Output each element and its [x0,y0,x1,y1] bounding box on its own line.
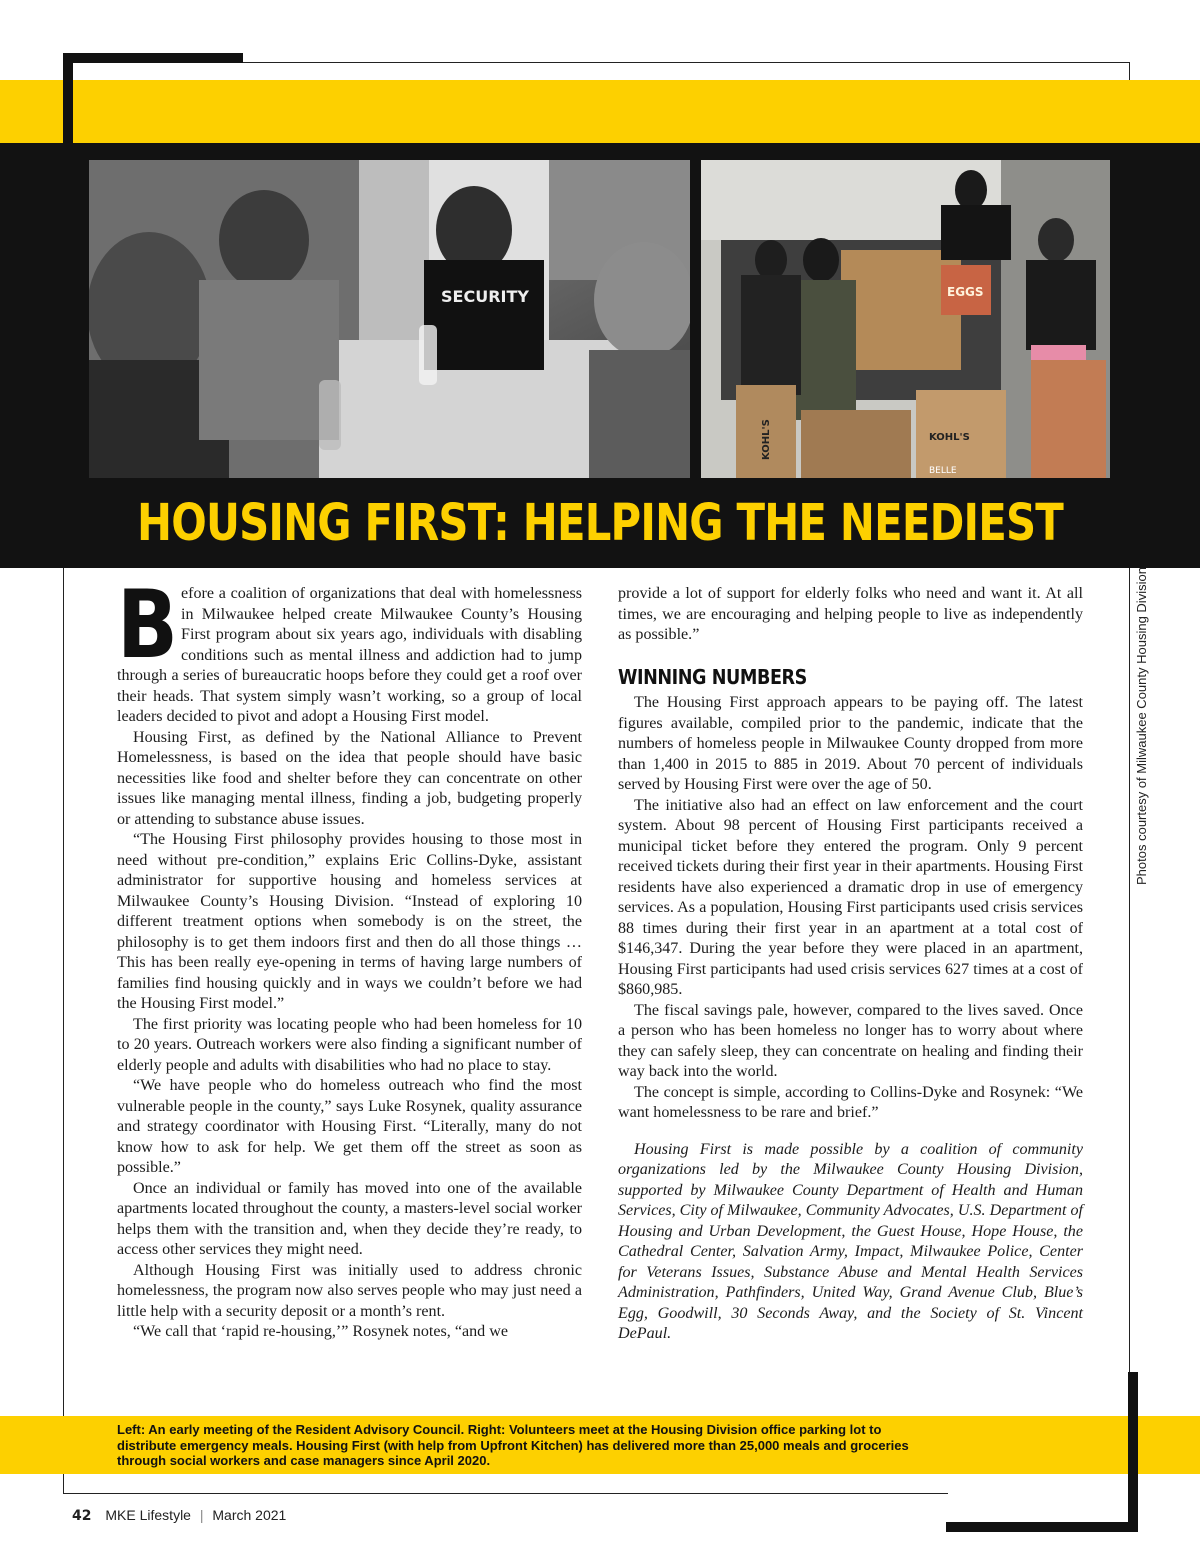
photo-left-illustration [89,160,690,478]
box-belle-text: BELLE [929,466,957,476]
paragraph: The concept is simple, according to Collins-Dyke and Rosynek: “We want homelessness to be rare and brief.” [618,1083,1083,1121]
article-column-right [618,584,1083,1345]
box-kohls-text-2: KOHL'S [929,432,970,443]
paragraph: Housing First, as defined by the National Alliance to Prevent Homelessness, is based on the idea that people should have basic necessities like food and shelter before they can concentrate on other issues like managing mental illness, finding a job, budgeting properly or attending to substance abuse issues. [117,728,582,828]
paragraph: “We call that ‘rapid re-housing,’” Rosynek notes, “and we [133,1323,508,1340]
shirt-security-text: SECURITY [441,287,529,306]
paragraph: “We have people who do homeless outreach who find the most vulnerable people in the county,” says Luke Rosynek, quality assurance and strategy coordinator with Housing First. “Literally, many do not know how to ask for help. We get them off the street as soon as possible.” [117,1077,582,1176]
paragraph: The fiscal savings pale, however, compared to the lives saved. Once a person who has been homeless no longer has to worry about where they can safely sleep, they can concentrate on healing and finding their way back into the world. [618,1001,1083,1080]
paragraph: efore a coalition of organizations that deal with homelessness in Milwaukee helped create Milwaukee County’s Housing First program about six years ago, individuals with disabling conditions such as mental illness and addiction had to jump through a series of bureaucratic hoops before they could get a roof over their heads. That system simply wasn’t working, so a group of local leaders decided to pivot and adopt a Housing First model. [117,585,582,725]
paragraph: provide a lot of support for elderly folks who need and want it. At all times, we are encouraging and helping people to live as independently as possible.” [618,585,1083,643]
publication-name: MKE Lifestyle [105,1507,191,1523]
paragraph: The first priority was locating people who had been homeless for 10 to 20 years. Outreach workers were also finding a significant number of elderly people and adults with disabilities who had no place to stay. [117,1015,582,1074]
page-footer [72,1507,286,1524]
photo-right-illustration [701,160,1110,478]
corner-bracket-right [1128,1372,1138,1532]
footer-separator: | [199,1507,204,1523]
paragraph: Although Housing First was initially used to address chronic homelessness, the program now also serves people who may just need a little help with a security deposit or a month’s rent. [117,1261,582,1320]
article-headline: HOUSING FIRST: HELPING THE NEEDIEST [137,494,1063,553]
paragraph: Once an individual or family has moved into one of the available apartments located throughout the county, a masters-level social worker helps them with the transition and, when they decide they’re ready, to access other services they might need. [117,1179,582,1258]
paragraph: The Housing First approach appears to be paying off. The latest figures available, compiled prior to the pandemic, indicate that the numbers of homeless people in Milwaukee County dropped from more than 1,400 in 2015 to 885 in 2019. About 70 percent of individuals served by Housing First were over the age of 50. [618,694,1083,793]
page-number: 42 [72,1508,92,1524]
paragraph: “The Housing First philosophy provides housing to those most in need without pre-condition,” explains Eric Collins-Dyke, assistant administrator for supportive housing and homeless services at Milwaukee County’s Housing Division. “Instead of exploring 10 different treatment options when somebody is on the street, the philosophy is to get them indoors first and then do all those things … This has been really eye-opening in terms of having large numbers of families find housing quickly and in ways we couldn’t before we had the Housing First model.” [117,831,582,1012]
corner-bracket-top [63,53,243,63]
photo-volunteers-parking-lot [701,160,1110,478]
frame-left-line [63,568,64,1493]
issue-date: March 2021 [212,1507,287,1523]
sponsor-note: Housing First is made possible by a coalition of community organizations led by the Milwaukee County Housing Division, supported by Milwaukee County Department of Health and Human Services, City of Milwaukee, Community Advocates, U.S. Department of Housing and Urban Development, the Guest House, Hope House, the Cathedral Center, Salvation Army, Impact, Milwaukee Police, Center for Veterans Issues, Substance Abuse and Mental Health Services Administration, Pathfinders, United Way, Grand Avenue Club, Blue’s Egg, Goodwill, 30 Seconds Away, and the Society of St. Vincent DePaul. [618,1140,1083,1342]
photo-caption: Left: An early meeting of the Resident Advisory Council. Right: Volunteers meet at the Housing Division office parking lot to distribute emergency meals. Housing First (with help from Upfront Kitchen) has delivered more than 25,000 meals and groceries through social workers and case managers since April 2020. [117,1422,909,1468]
top-yellow-band [0,80,1200,143]
section-subhead: WINNING NUMBERS [618,664,807,689]
corner-bracket-bottom [946,1522,1138,1532]
box-eggs-text: EGGS [947,285,984,299]
photo-credit-vertical: Photos courtesy of Milwaukee County Housing Division [1134,567,1149,885]
paragraph: The initiative also had an effect on law enforcement and the court system. About 98 percent of Housing First participants received a municipal ticket before they entered the program. Only 9 percent received tickets during their first year in their apartments. Housing First residents have also experienced a dramatic drop in use of emergency services. As a population, Housing First participants used crisis services 88 times during their first year in an apartment at a total cost of $146,347. During the year before they were placed in an apartment, Housing First participants had used crisis services 627 times at a cost of $860,985. [618,796,1083,998]
corner-bracket-left [63,53,73,143]
frame-bottom-line [63,1493,948,1494]
drop-cap: B [117,571,178,680]
article-column-left [117,571,582,1343]
photo-resident-advisory-council [89,160,690,478]
box-kohls-text-1: KOHL'S [761,419,772,460]
